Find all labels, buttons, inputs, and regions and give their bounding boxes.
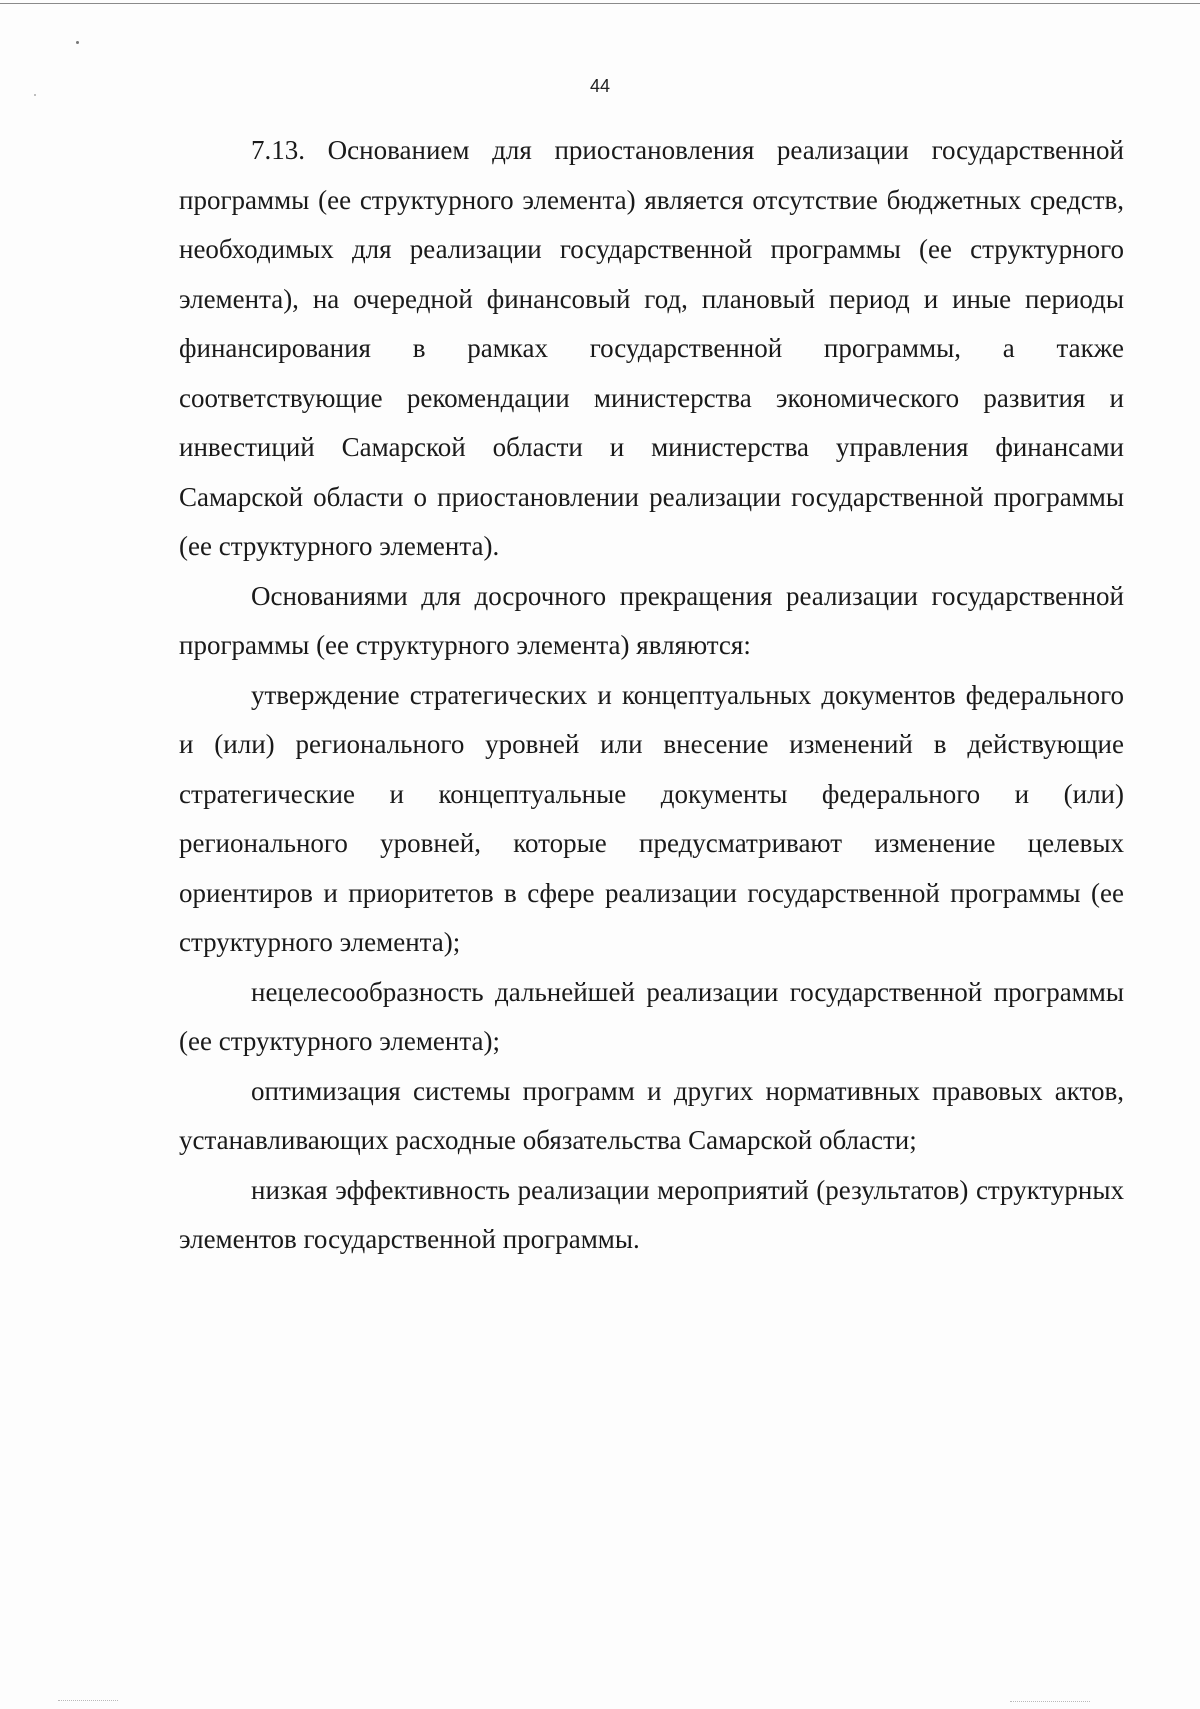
paragraph-inexpediency: нецелесообразность дальнейшей реализации государственной программы (ее структурного элемента); xyxy=(179,976,1124,1056)
paragraph-suspension-grounds: 7.13. Основанием для приостановления реализации государственной программы (ее структурного элемента) является отсутствие бюджетных средств, необходимых для реализации государственной программы (ее структурного элемента), на очередной финансовый год, плановый период и иные периоды финансирования в рамках государственной программы, а также соответствующие рекомендации министерства экономического развития и инвестиций Самарской области и министерства управления финансами Самарской области о приостановлении реализации государственной программы (ее структурного элемента). xyxy=(179,135,1124,561)
paragraph-termination-intro: Основаниями для досрочного прекращения реализации государственной программы (ее структурного элемента) являются: xyxy=(179,580,1124,660)
paragraph-low-efficiency: низкая эффективность реализации мероприятий (результатов) структурных элементов государственной программы. xyxy=(179,1174,1124,1254)
scan-top-edge xyxy=(0,3,1200,4)
paragraph-strategic-documents: утверждение стратегических и концептуальных документов федерального и (или) регионального уровней или внесение изменений в действующие стратегические и концептуальные документы федерального и (или) регионального уровней, которые предусматривают изменение целевых ориентиров и приоритетов в сфере реализации государственной программы (ее структурного элемента); xyxy=(179,679,1124,957)
scan-bottom-noise xyxy=(1010,1701,1090,1702)
page-number: 44 xyxy=(589,76,611,96)
paragraph-optimization: оптимизация системы программ и других нормативных правовых актов, устанавливающих расходные обязательства Самарской области; xyxy=(179,1075,1124,1155)
document-body xyxy=(179,126,1124,1265)
scan-speck xyxy=(76,41,79,44)
scan-bottom-noise xyxy=(58,1700,118,1701)
